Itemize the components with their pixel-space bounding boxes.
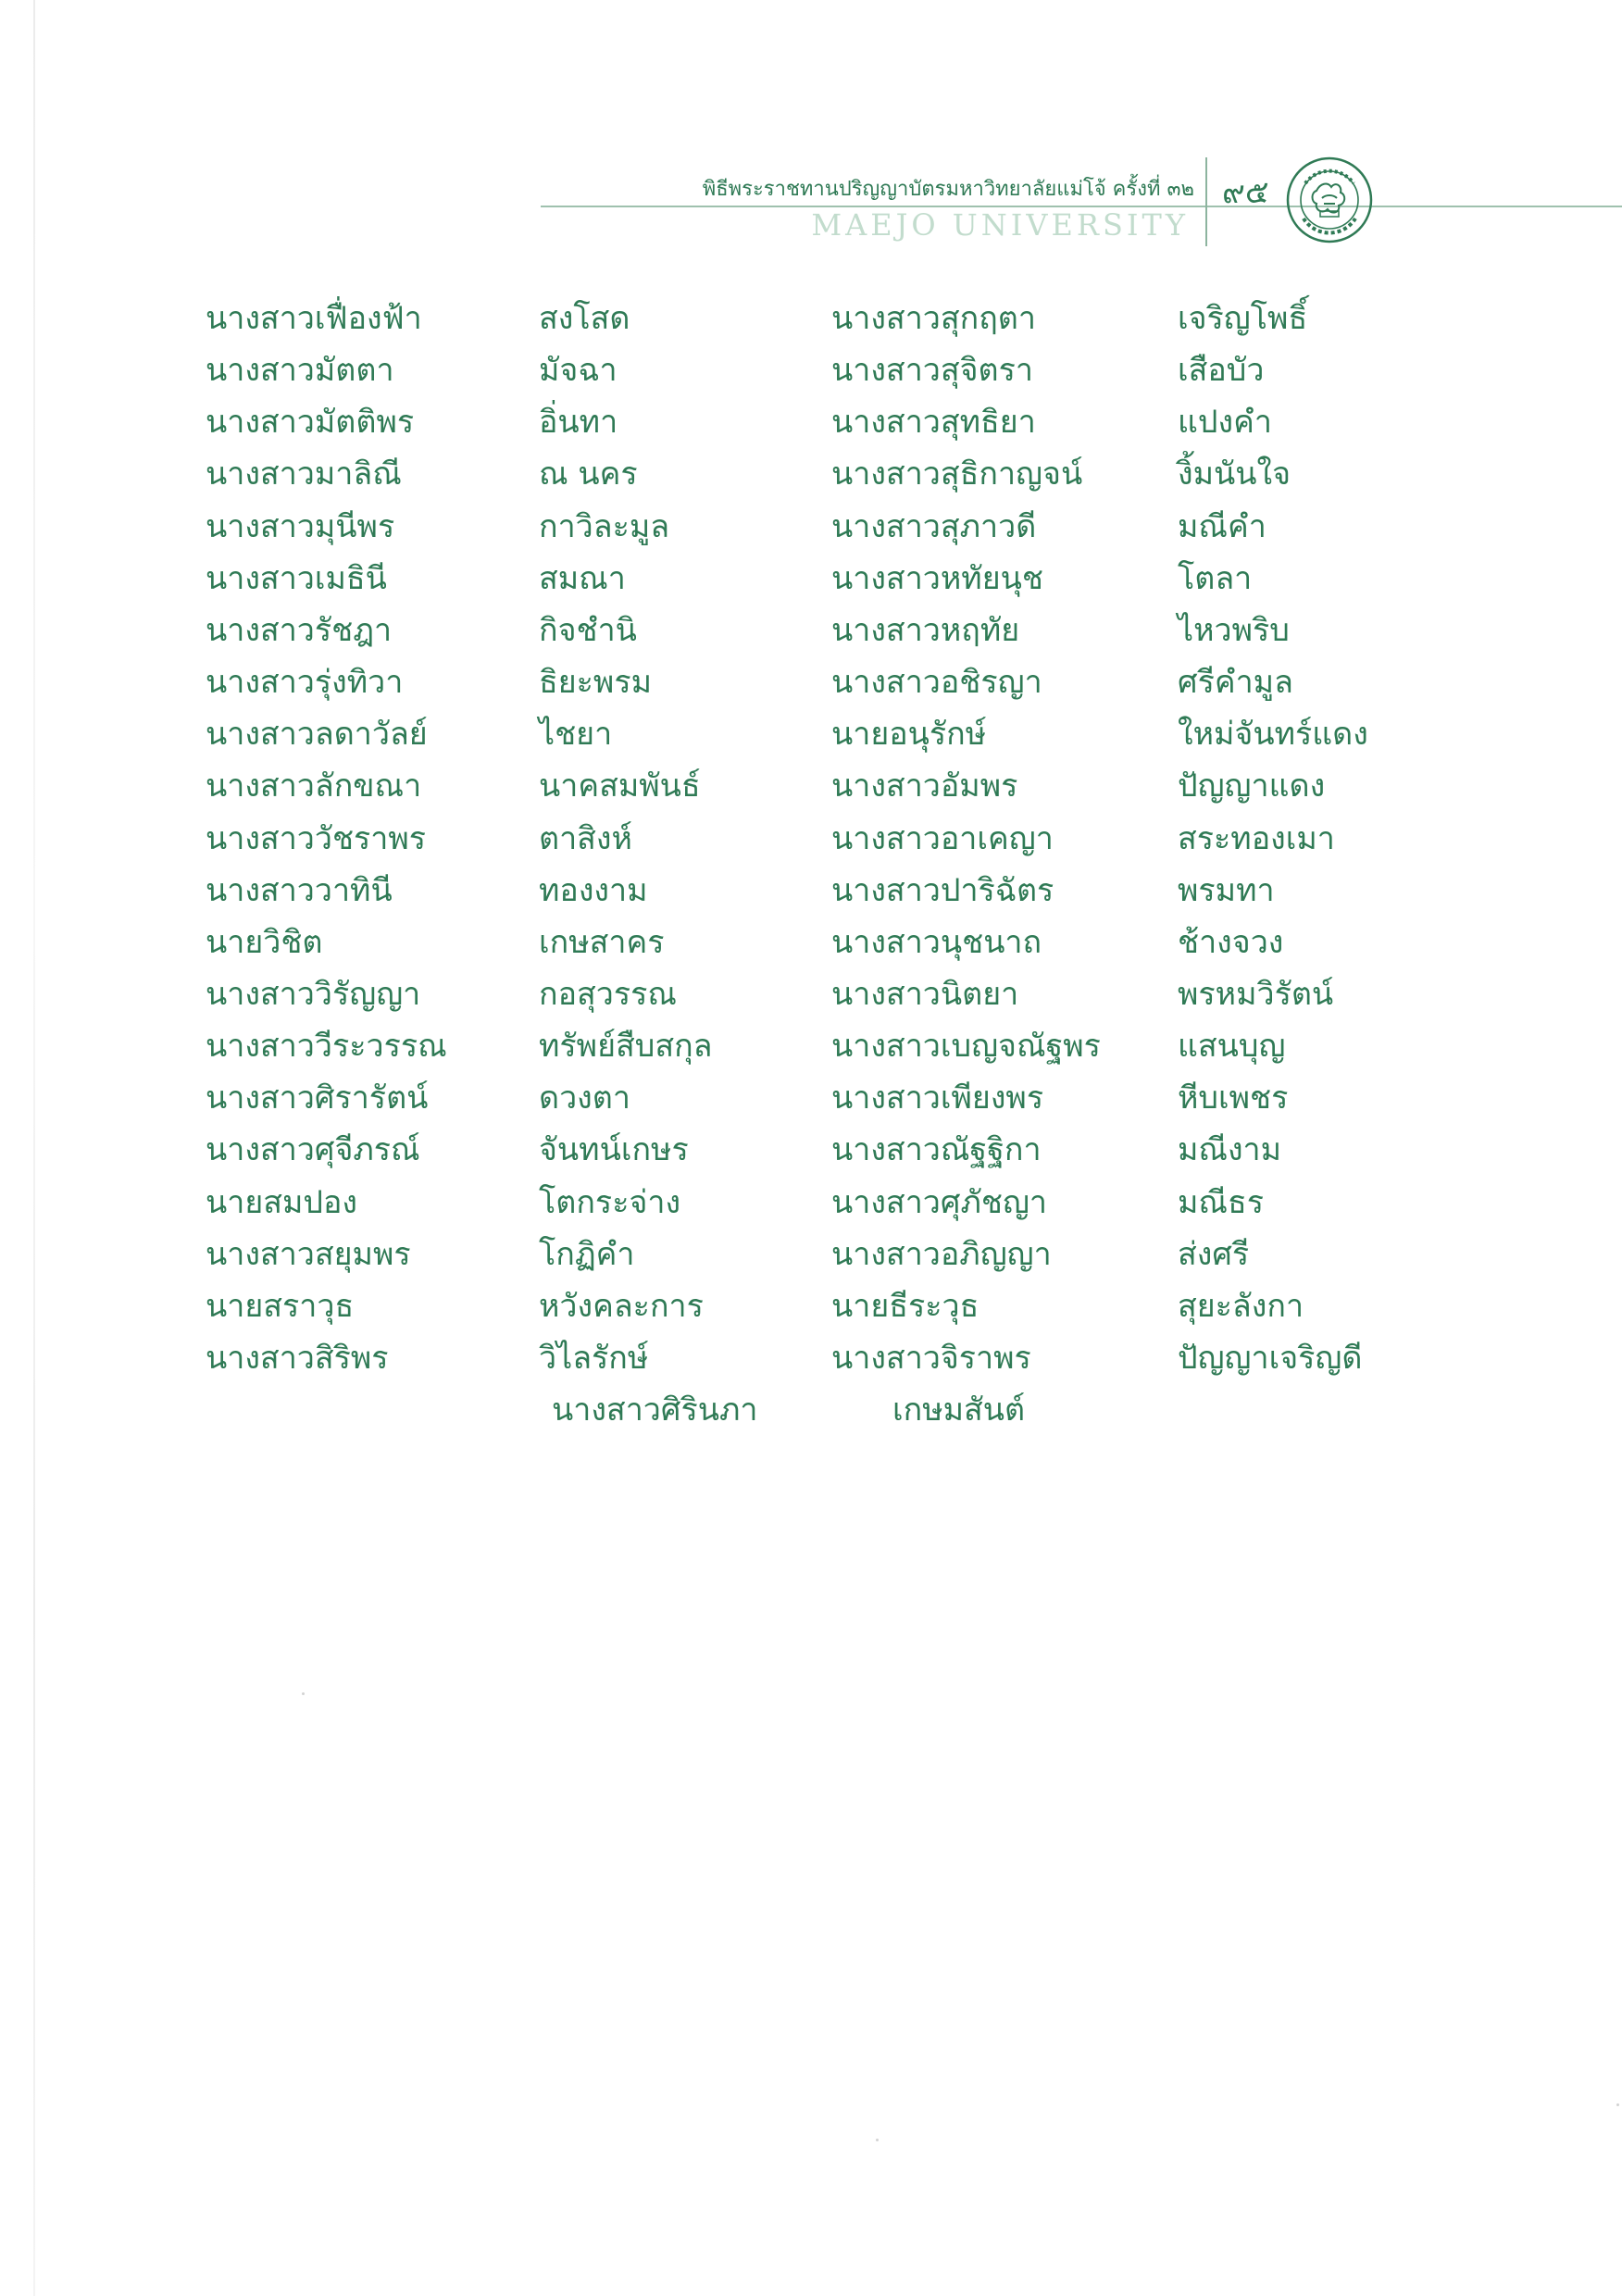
graduate-first-name: นางสาวสุกฤตา (831, 300, 1036, 337)
graduate-last-name: สุยะลังกา (1178, 1287, 1304, 1325)
graduate-last-name: กอสุวรรณ (539, 975, 677, 1013)
graduate-last-name: ดวงตา (539, 1079, 630, 1117)
name-row (0, 450, 1622, 498)
graduate-first-name: นางสาวสิริพร (206, 1340, 389, 1377)
graduate-first-name: นางสาวเพียงพร (831, 1079, 1044, 1117)
graduate-last-name: ไหวพริบ (1178, 611, 1290, 649)
name-row (0, 762, 1622, 810)
graduate-first-name: นางสาวศุจีภรณ์ (206, 1131, 420, 1169)
name-row (0, 1179, 1622, 1227)
name-row (0, 658, 1622, 706)
graduate-last-name: สมณา (539, 559, 626, 597)
name-row (0, 503, 1622, 551)
graduate-first-name: นางสาวสยุมพร (206, 1235, 411, 1273)
graduate-last-name: มัจฉา (539, 352, 618, 390)
graduate-last-name: ส่งศรี (1178, 1235, 1250, 1273)
graduate-first-name: นางสาวจิราพร (831, 1340, 1031, 1377)
graduate-first-name: นางสาวศุภัชญา (831, 1183, 1048, 1221)
graduate-last-name: ศรีคำมูล (1178, 664, 1293, 702)
graduate-first-name: นางสาวอชิรญา (831, 664, 1042, 702)
graduate-first-name: นางสาวนิตยา (831, 975, 1019, 1013)
graduate-first-name: นางสาววาทินี (206, 871, 393, 909)
graduate-last-name: เสือบัว (1178, 352, 1265, 390)
name-row (0, 1126, 1622, 1174)
graduate-first-name: นางสาวมัตตา (206, 352, 394, 390)
graduate-last-name: โกฏิคำ (539, 1235, 635, 1273)
scan-speck (1616, 2103, 1619, 2106)
graduate-first-name: นางสาวลดาวัลย์ (206, 716, 428, 754)
graduate-last-name: สระทองเมา (1178, 819, 1335, 857)
scan-speck (302, 1692, 305, 1695)
name-row (0, 710, 1622, 758)
graduate-last-name: งิ้มนันใจ (1178, 455, 1291, 493)
graduate-last-name: ช้างจวง (1178, 923, 1284, 961)
graduate-last-name: ธิยะพรม (539, 664, 653, 702)
graduate-last-name: มณีงาม (1178, 1131, 1282, 1169)
name-row (0, 606, 1622, 655)
name-row (0, 1282, 1622, 1330)
name-row (0, 555, 1622, 603)
graduate-last-name: แปงคำ (1178, 404, 1272, 442)
name-row (0, 398, 1622, 446)
graduate-first-name: นายธีระวุธ (831, 1287, 979, 1325)
graduate-last-name: ปัญญาเจริญดี (1178, 1340, 1363, 1377)
graduate-first-name: นางสาวสุทธิยา (831, 404, 1036, 442)
graduate-last-name: ทองงาม (539, 871, 648, 909)
graduate-first-name: นางสาวเมธินี (206, 559, 387, 597)
graduate-first-name: นางสาวสุธิกาญจน์ (831, 455, 1083, 493)
graduate-last-name: มณีคำ (1178, 507, 1266, 545)
graduate-first-name: นางสาววิรัญญา (206, 975, 421, 1013)
graduate-first-name: นายสราวุธ (206, 1287, 355, 1325)
graduate-last-name: โตกระจ่าง (539, 1183, 681, 1221)
graduate-first-name: นายอนุรักษ์ (831, 716, 987, 754)
graduate-last-name: เกษมสันต์ (892, 1391, 1026, 1429)
graduate-first-name: นางสาวอาเคญา (831, 819, 1054, 857)
graduate-first-name: นายวิชิต (206, 923, 323, 961)
graduate-last-name: เกษสาคร (539, 923, 665, 961)
graduate-last-name: ใหม่จันทร์แดง (1178, 716, 1368, 754)
graduate-first-name: นางสาวเบญจณัฐพร (831, 1028, 1101, 1066)
graduate-last-name: พรหมวิรัตน์ (1178, 975, 1334, 1013)
graduate-first-name: นางสาวรุ่งทิวา (206, 664, 404, 702)
graduate-last-name: ไชยา (539, 716, 613, 754)
graduate-first-name: นางสาวนุชนาถ (831, 923, 1042, 961)
graduate-first-name: นางสาวลักขณา (206, 767, 422, 805)
graduate-first-name: นางสาวณัฐฐิกา (831, 1131, 1042, 1169)
graduate-last-name: มณีธร (1178, 1183, 1264, 1221)
graduate-first-name: นายสมปอง (206, 1183, 358, 1221)
name-row (0, 346, 1622, 394)
graduate-first-name: นางสาวอัมพร (831, 767, 1018, 805)
scan-speck (876, 2139, 879, 2141)
name-row (0, 1074, 1622, 1122)
name-row (0, 1230, 1622, 1279)
graduate-first-name: นางสาวหทัยนุช (831, 559, 1043, 597)
graduate-last-name: หีบเพชร (1178, 1079, 1289, 1117)
graduate-first-name: นางสาวสุจิตรา (831, 352, 1033, 390)
graduate-last-name: กาวิละมูล (539, 507, 670, 545)
name-row (0, 1022, 1622, 1070)
graduate-first-name: นางสาวอภิญญา (831, 1235, 1052, 1273)
name-row-last (0, 1386, 1622, 1434)
graduate-last-name: สงโสด (539, 300, 630, 337)
graduate-last-name: วิไลรักษ์ (539, 1340, 649, 1377)
graduate-first-name: นางสาวศิรินภา (552, 1391, 758, 1429)
graduate-first-name: นางสาวมุนีพร (206, 507, 395, 545)
graduate-last-name: จันทน์เกษร (539, 1131, 689, 1169)
graduate-last-name: พรมทา (1178, 871, 1275, 909)
university-name: MAEJO UNIVERSITY (811, 207, 1189, 243)
graduate-last-name: ตาสิงห์ (539, 819, 632, 857)
name-row (0, 867, 1622, 915)
name-row (0, 970, 1622, 1018)
page-number: ๙๕ (1222, 174, 1269, 211)
graduate-last-name: แสนบุญ (1178, 1028, 1286, 1066)
graduate-first-name: นางสาววัชราพร (206, 819, 427, 857)
name-row (0, 1334, 1622, 1382)
graduate-first-name: นางสาวมาลิณี (206, 455, 402, 493)
graduate-first-name: นางสาวสุภาวดี (831, 507, 1037, 545)
graduate-last-name: โตลา (1178, 559, 1253, 597)
graduate-first-name: นางสาวศิรารัตน์ (206, 1079, 429, 1117)
graduate-last-name: นาคสมพันธ์ (539, 767, 701, 805)
graduate-last-name: เจริญโพธิ์ (1178, 300, 1308, 337)
name-row (0, 918, 1622, 967)
graduate-first-name: นางสาวปาริฉัตร (831, 871, 1054, 909)
ceremony-title: พิธีพระราชทานปริญญาบัตรมหาวิทยาลัยแม่โจ้ ครั้งที่ ๓๒ (702, 178, 1194, 201)
graduate-last-name: หวังคละการ (539, 1287, 704, 1325)
graduate-last-name: อิ่นทา (539, 404, 618, 442)
graduate-first-name: นางสาวมัตติพร (206, 404, 415, 442)
name-row (0, 815, 1622, 863)
name-row (0, 294, 1622, 343)
graduate-last-name: ทรัพย์สืบสกุล (539, 1028, 713, 1066)
graduate-last-name: กิจชำนิ (539, 611, 637, 649)
graduate-first-name: นางสาวหฤทัย (831, 611, 1020, 649)
graduate-first-name: นางสาวรัชฎา (206, 611, 393, 649)
graduate-last-name: ณ นคร (539, 455, 638, 493)
graduate-first-name: นางสาววีระวรรณ (206, 1028, 447, 1066)
graduate-first-name: นางสาวเฟื่องฟ้า (206, 300, 422, 337)
graduate-last-name: ปัญญาแดง (1178, 767, 1326, 805)
